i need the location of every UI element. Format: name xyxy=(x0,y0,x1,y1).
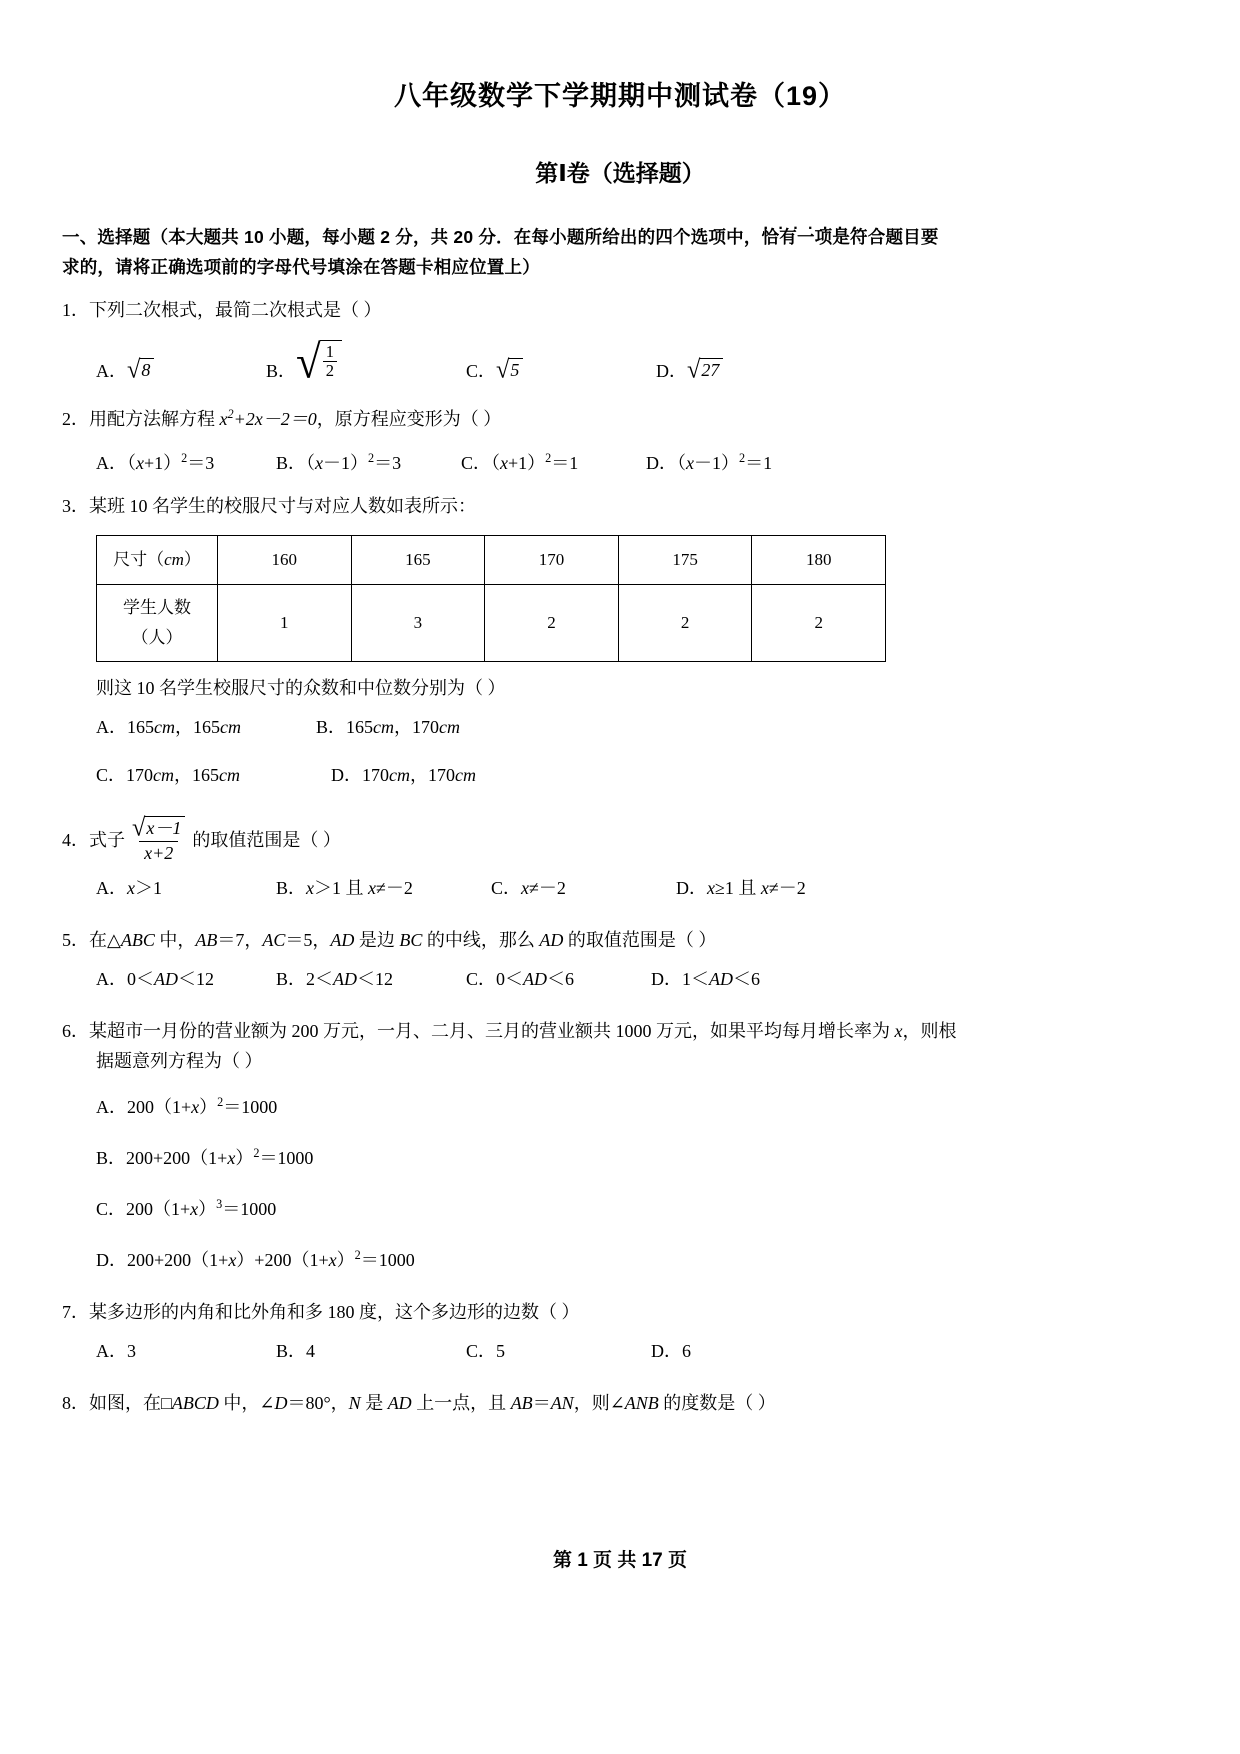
question-7-options xyxy=(62,1336,1178,1366)
question-3 xyxy=(62,491,1178,790)
table-cell-count: 3 xyxy=(351,585,485,662)
school-uniform-size-table xyxy=(96,535,886,662)
table-header-count: 学生人数 （人） xyxy=(97,585,218,662)
radicand: 5 xyxy=(510,360,520,380)
radicand: x－1 xyxy=(146,818,182,838)
question-6-stem-line-1: 6．某超市一月份的营业额为 200 万元，一月、二月、三月的营业额共 1000 万元，如果平均每月增长率为 x，则根 xyxy=(62,1020,957,1041)
question-2-stem-prefix: 2．用配方法解方程 xyxy=(62,409,220,429)
option-label: B． xyxy=(266,361,297,381)
instructions-emphasized: 恰有一项是符合题目要 ······· xyxy=(762,227,939,247)
radical-icon: √ x－1 xyxy=(132,816,185,840)
question-7-option-d: D．6 xyxy=(651,1340,691,1361)
question-3-option-d: D．170cm，170cm xyxy=(331,765,476,785)
option-label: C． xyxy=(466,361,497,381)
question-6-option-c: C．$200(1+x)^3=1000$ xyxy=(96,1196,277,1219)
question-3-followup: 则这 10 名学生校服尺寸的众数和中位数分别为（ ） xyxy=(96,678,506,698)
question-6-option-b: B．$200+200(1+x)^2=1000$ xyxy=(96,1145,314,1168)
radical-icon: √ $\frac{1}{2}$ xyxy=(296,340,342,385)
option-label: A． xyxy=(96,361,127,381)
instructions-lead: 一、选择题（本大题共 10 小题，每小题 2 分，共 20 分．在每小题所给出的四个选项中， xyxy=(62,227,762,247)
section-title: 第Ⅰ卷（选择题） xyxy=(535,160,705,186)
question-6 xyxy=(62,1016,1178,1275)
question-4-expression xyxy=(127,813,190,864)
page-title: 八年级数学下学期期中测试卷（19） xyxy=(393,81,847,111)
question-6-options xyxy=(62,1087,1178,1275)
table-cell-size: 170 xyxy=(485,536,619,585)
fraction-numerator: 1 xyxy=(325,342,334,361)
question-6-option-a: A．$200(1+x)^2=1000$ xyxy=(96,1094,278,1117)
table-row xyxy=(97,536,886,585)
question-2-option-d: D．$(x-1)^2=1$ xyxy=(646,451,773,473)
question-1-option-c xyxy=(466,356,656,386)
question-1 xyxy=(62,295,1178,389)
question-2-stem-suffix: ，原方程应变形为（ ） xyxy=(316,409,502,429)
question-1-option-b xyxy=(266,335,466,389)
question-2-options xyxy=(62,443,1178,478)
question-1-option-a xyxy=(96,356,266,386)
table-cell-count: 2 xyxy=(485,585,619,662)
instructions-tail: 求的，请将正确选项前的字母代号填涂在答题卡相应位置上） xyxy=(62,257,540,277)
question-5-option-b: B．2＜AD＜12 xyxy=(276,968,394,989)
fraction-denominator: x+2 xyxy=(144,843,174,864)
question-4-option-d: D．x≥1 且 x≠－2 xyxy=(676,877,806,898)
question-2-option-a: A．$(x+1)^2=3$ xyxy=(96,451,215,473)
question-5-option-d: D．1＜AD＜6 xyxy=(651,968,760,989)
table-cell-count: 1 xyxy=(218,585,352,662)
table-cell-size: 175 xyxy=(618,536,752,585)
question-5 xyxy=(62,925,1178,994)
question-4-option-c: C．x≠－2 xyxy=(491,877,566,898)
table-cell-count: 2 xyxy=(752,585,886,662)
question-2-stem xyxy=(62,399,1178,434)
table-header-size: 尺寸（cm） xyxy=(97,536,218,585)
question-1-options xyxy=(62,334,1178,389)
question-5-option-a: A．0＜AD＜12 xyxy=(96,968,214,989)
radical-icon: √ 8 xyxy=(127,358,154,382)
radical-icon: √ 27 xyxy=(687,358,723,382)
table-cell-count: 2 xyxy=(618,585,752,662)
question-8-stem: 8．如图，在□ABCD 中，∠D＝80°，N 是 AD 上一点，且 AB＝AN，则∠ANB 的度数是（ ） xyxy=(62,1392,776,1413)
question-3-options xyxy=(62,712,1178,790)
table-cell-size: 180 xyxy=(752,536,886,585)
question-4-option-a: A．x＞1 xyxy=(96,877,162,898)
question-7-option-a: A．3 xyxy=(96,1340,136,1361)
table-row xyxy=(97,585,886,662)
question-7 xyxy=(62,1297,1178,1366)
question-2-expression: $x^2+2x-2=0$ xyxy=(219,407,317,429)
question-4-stem-prefix: 4．式子 xyxy=(62,829,125,850)
question-3-option-c: C．170cm，165cm xyxy=(96,765,241,785)
question-5-options xyxy=(62,964,1178,994)
question-4 xyxy=(62,813,1178,903)
question-3-stem: 3．某班 10 名学生的校服尺寸与对应人数如表所示： xyxy=(62,496,476,516)
question-4-options xyxy=(62,873,1178,903)
question-4-option-b: B．x＞1 且 x≠－2 xyxy=(276,877,413,898)
radicand: 8 xyxy=(141,360,151,380)
question-7-option-b: B．4 xyxy=(276,1340,316,1361)
question-1-stem: 1．下列二次根式，最简二次根式是（ ） xyxy=(62,300,382,320)
radical-icon: √ 5 xyxy=(496,358,523,382)
question-6-stem-line-2: 据题意列方程为（ ） xyxy=(96,1050,263,1071)
question-8 xyxy=(62,1388,1178,1418)
table-cell-size: 160 xyxy=(218,536,352,585)
question-2-option-b: B．$(x-1)^2=3$ xyxy=(276,451,402,473)
fraction-denominator: 2 xyxy=(323,361,337,380)
page-footer: 第 1 页 共 17 页 xyxy=(552,1550,688,1571)
option-label: D． xyxy=(656,361,687,381)
table-cell-size: 165 xyxy=(351,536,485,585)
radicand: 27 xyxy=(701,360,720,380)
question-2-option-c: C．$(x+1)^2=1$ xyxy=(461,451,579,473)
question-2 xyxy=(62,399,1178,478)
question-3-option-b: B．165cm，170cm xyxy=(316,717,461,737)
question-7-stem: 7．某多边形的内角和比外角和多 180 度，这个多边形的边数（ ） xyxy=(62,1301,580,1322)
question-4-stem xyxy=(62,813,1178,864)
question-5-option-c: C．0＜AD＜6 xyxy=(466,968,575,989)
question-4-stem-suffix: 的取值范围是（ ） xyxy=(192,829,341,850)
question-5-stem: 5．在△ABC 中，AB＝7，AC＝5，AD 是边 BC 的中线，那么 AD 的取值范围是（ ） xyxy=(62,929,717,950)
question-1-option-d xyxy=(656,356,723,386)
question-7-option-c: C．5 xyxy=(466,1340,506,1361)
instructions-block xyxy=(62,222,1178,282)
question-3-option-a: A．165cm，165cm xyxy=(96,717,241,737)
question-6-option-d: D．$200+200(1+x)+200(1+x)^2=1000$ xyxy=(96,1247,415,1270)
